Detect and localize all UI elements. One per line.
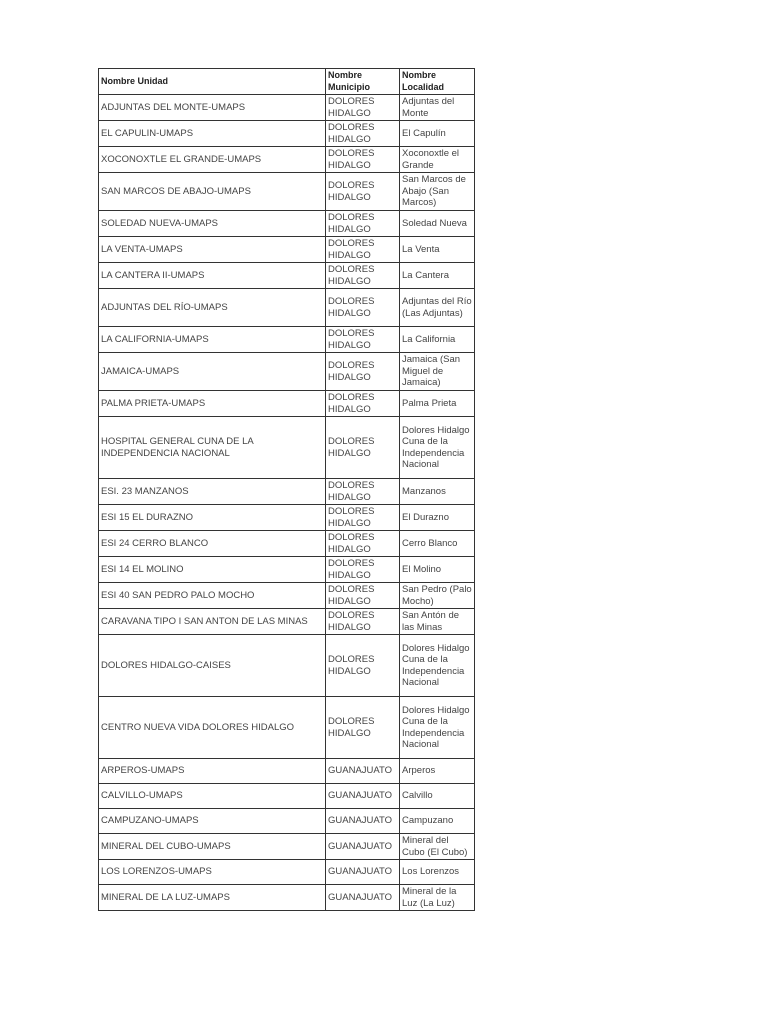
cell-unit: LOS LORENZOS-UMAPS [99, 860, 326, 885]
cell-unit: LA CALIFORNIA-UMAPS [99, 327, 326, 353]
cell-unit: DOLORES HIDALGO-CAISES [99, 635, 326, 697]
cell-localidad: El Capulín [400, 121, 475, 147]
table-row [99, 635, 475, 697]
cell-municipio: DOLORES HIDALGO [326, 289, 400, 327]
cell-localidad: Cerro Blanco [400, 531, 475, 557]
table-row [99, 557, 475, 583]
cell-municipio: DOLORES HIDALGO [326, 479, 400, 505]
header-municipio: Nombre Municipio [326, 69, 400, 95]
cell-municipio: GUANAJUATO [326, 759, 400, 784]
table-row [99, 609, 475, 635]
cell-unit: HOSPITAL GENERAL CUNA DE LA INDEPENDENCIA NACIONAL [99, 417, 326, 479]
cell-municipio: DOLORES HIDALGO [326, 609, 400, 635]
header-unit: Nombre Unidad [99, 69, 326, 95]
cell-localidad: La California [400, 327, 475, 353]
cell-municipio: DOLORES HIDALGO [326, 635, 400, 697]
cell-unit: XOCONOXTLE EL GRANDE-UMAPS [99, 147, 326, 173]
cell-localidad: Arperos [400, 759, 475, 784]
cell-localidad: La Cantera [400, 263, 475, 289]
cell-localidad: Campuzano [400, 809, 475, 834]
cell-municipio: DOLORES HIDALGO [326, 121, 400, 147]
cell-municipio: GUANAJUATO [326, 834, 400, 860]
table-row [99, 211, 475, 237]
cell-unit: ESI 15 EL DURAZNO [99, 505, 326, 531]
cell-unit: ESI 24 CERRO BLANCO [99, 531, 326, 557]
table-row [99, 479, 475, 505]
table-row [99, 417, 475, 479]
table-row [99, 885, 475, 911]
cell-localidad: Jamaica (San Miguel de Jamaica) [400, 353, 475, 391]
cell-unit: ESI. 23 MANZANOS [99, 479, 326, 505]
table-row [99, 583, 475, 609]
cell-localidad: Los Lorenzos [400, 860, 475, 885]
cell-unit: CARAVANA TIPO I SAN ANTON DE LAS MINAS [99, 609, 326, 635]
table-row [99, 860, 475, 885]
cell-localidad: Soledad Nueva [400, 211, 475, 237]
table-row [99, 759, 475, 784]
table-row [99, 505, 475, 531]
cell-municipio: DOLORES HIDALGO [326, 173, 400, 211]
table-row [99, 809, 475, 834]
cell-unit: CAMPUZANO-UMAPS [99, 809, 326, 834]
cell-localidad: Xoconoxtle el Grande [400, 147, 475, 173]
table-row [99, 95, 475, 121]
table-row [99, 147, 475, 173]
cell-unit: PALMA PRIETA-UMAPS [99, 391, 326, 417]
cell-unit: ARPEROS-UMAPS [99, 759, 326, 784]
cell-unit: MINERAL DEL CUBO-UMAPS [99, 834, 326, 860]
cell-municipio: DOLORES HIDALGO [326, 557, 400, 583]
table-row [99, 784, 475, 809]
cell-localidad: El Durazno [400, 505, 475, 531]
cell-unit: SAN MARCOS DE ABAJO-UMAPS [99, 173, 326, 211]
cell-localidad: Mineral de la Luz (La Luz) [400, 885, 475, 911]
cell-localidad: Dolores Hidalgo Cuna de la Independencia Nacional [400, 697, 475, 759]
table-row [99, 263, 475, 289]
cell-municipio: DOLORES HIDALGO [326, 147, 400, 173]
cell-unit: SOLEDAD NUEVA-UMAPS [99, 211, 326, 237]
cell-municipio: GUANAJUATO [326, 809, 400, 834]
units-table [98, 68, 475, 911]
cell-municipio: GUANAJUATO [326, 860, 400, 885]
header-localidad: Nombre Localidad [400, 69, 475, 95]
table-row [99, 237, 475, 263]
cell-localidad: Mineral del Cubo (El Cubo) [400, 834, 475, 860]
cell-localidad: San Antón de las Minas [400, 609, 475, 635]
cell-localidad: Calvillo [400, 784, 475, 809]
cell-municipio: GUANAJUATO [326, 784, 400, 809]
cell-unit: ESI 14 EL MOLINO [99, 557, 326, 583]
cell-municipio: DOLORES HIDALGO [326, 237, 400, 263]
cell-localidad: Dolores Hidalgo Cuna de la Independencia Nacional [400, 417, 475, 479]
cell-municipio: DOLORES HIDALGO [326, 417, 400, 479]
cell-municipio: DOLORES HIDALGO [326, 95, 400, 121]
cell-localidad: San Marcos de Abajo (San Marcos) [400, 173, 475, 211]
table-row [99, 697, 475, 759]
cell-unit: JAMAICA-UMAPS [99, 353, 326, 391]
cell-localidad: Adjuntas del Río (Las Adjuntas) [400, 289, 475, 327]
cell-localidad: San Pedro (Palo Mocho) [400, 583, 475, 609]
cell-unit: LA CANTERA II-UMAPS [99, 263, 326, 289]
table-row [99, 289, 475, 327]
cell-unit: CENTRO NUEVA VIDA DOLORES HIDALGO [99, 697, 326, 759]
cell-municipio: GUANAJUATO [326, 885, 400, 911]
cell-unit: EL CAPULIN-UMAPS [99, 121, 326, 147]
table-row [99, 834, 475, 860]
cell-municipio: DOLORES HIDALGO [326, 583, 400, 609]
cell-municipio: DOLORES HIDALGO [326, 263, 400, 289]
table-row [99, 121, 475, 147]
table-row [99, 353, 475, 391]
table-header-row [99, 69, 475, 95]
table-body [99, 95, 475, 911]
cell-localidad: El Molino [400, 557, 475, 583]
cell-unit: CALVILLO-UMAPS [99, 784, 326, 809]
cell-unit: ESI 40 SAN PEDRO PALO MOCHO [99, 583, 326, 609]
cell-localidad: Manzanos [400, 479, 475, 505]
cell-unit: ADJUNTAS DEL MONTE-UMAPS [99, 95, 326, 121]
cell-unit: LA VENTA-UMAPS [99, 237, 326, 263]
cell-unit: ADJUNTAS DEL RÍO-UMAPS [99, 289, 326, 327]
table-row [99, 531, 475, 557]
cell-municipio: DOLORES HIDALGO [326, 327, 400, 353]
table-row [99, 327, 475, 353]
cell-localidad: Dolores Hidalgo Cuna de la Independencia Nacional [400, 635, 475, 697]
table-row [99, 391, 475, 417]
cell-municipio: DOLORES HIDALGO [326, 353, 400, 391]
table-row [99, 173, 475, 211]
cell-municipio: DOLORES HIDALGO [326, 391, 400, 417]
cell-localidad: Adjuntas del Monte [400, 95, 475, 121]
cell-municipio: DOLORES HIDALGO [326, 505, 400, 531]
cell-unit: MINERAL DE LA LUZ-UMAPS [99, 885, 326, 911]
cell-localidad: Palma Prieta [400, 391, 475, 417]
cell-municipio: DOLORES HIDALGO [326, 697, 400, 759]
cell-municipio: DOLORES HIDALGO [326, 531, 400, 557]
cell-localidad: La Venta [400, 237, 475, 263]
cell-municipio: DOLORES HIDALGO [326, 211, 400, 237]
